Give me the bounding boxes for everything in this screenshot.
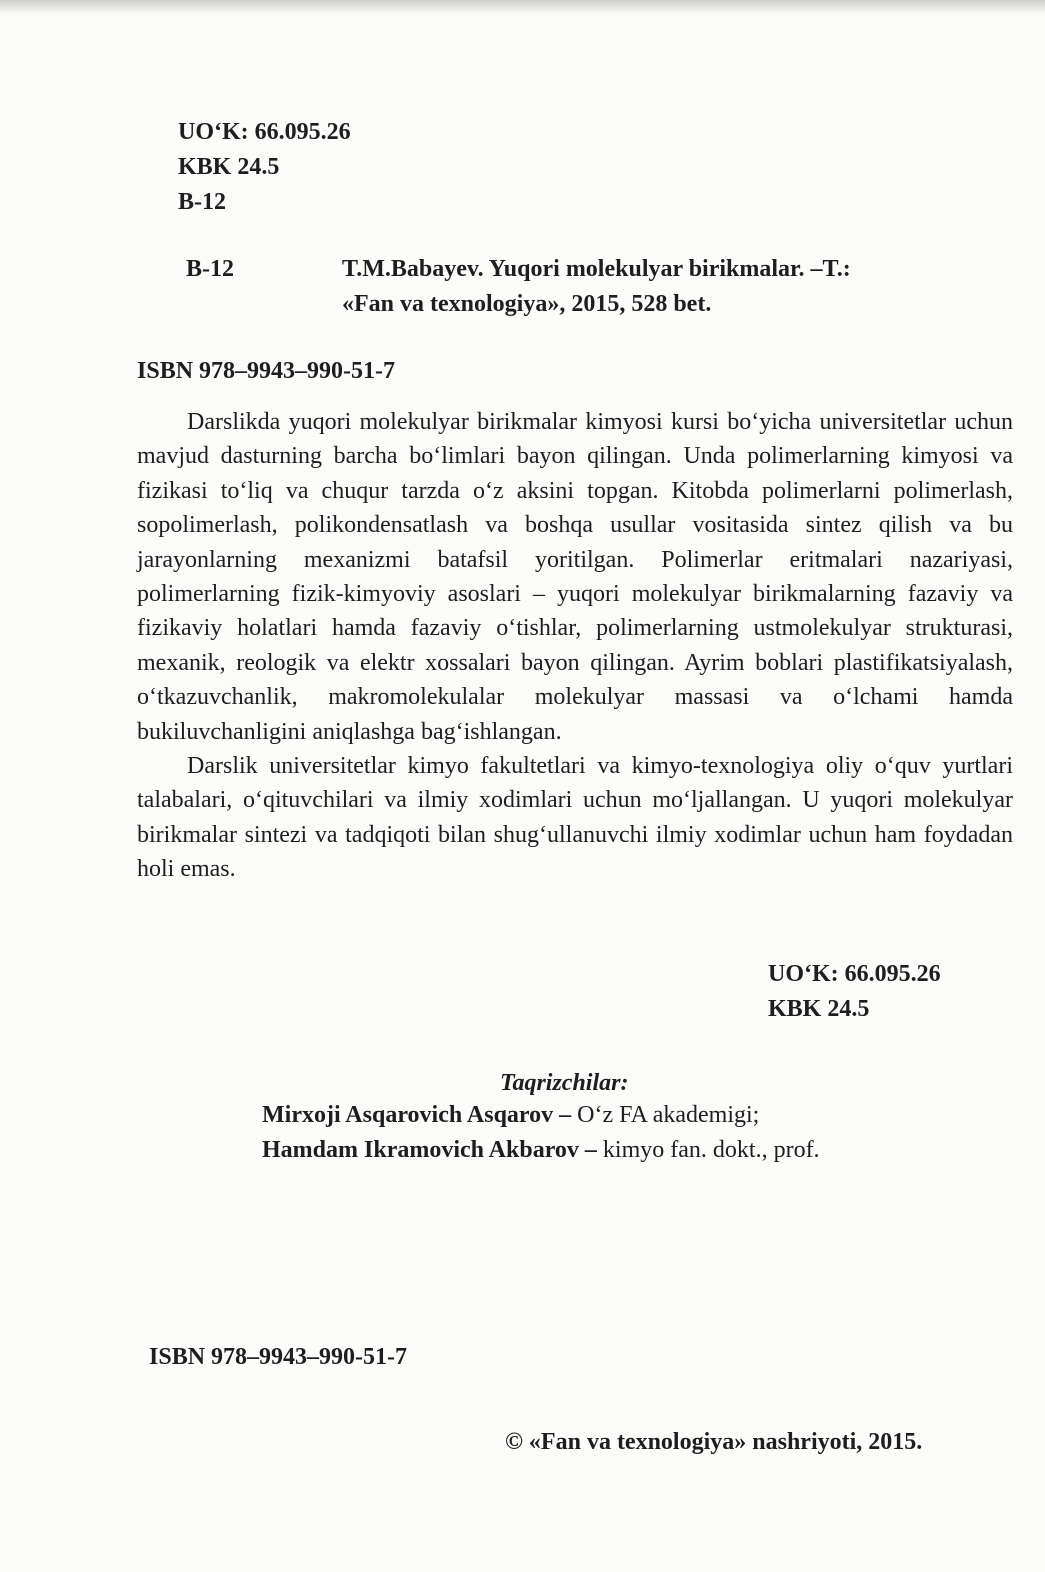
reviewers-list <box>262 1098 820 1168</box>
reviewer-role: kimyo fan. dokt., prof. <box>596 1137 820 1163</box>
catalog-entry <box>342 252 1022 322</box>
scan-shadow <box>0 0 1045 14</box>
abstract <box>137 405 1013 887</box>
reviewer-name: Mirxoji Asqarovich Asqarov – <box>262 1102 572 1128</box>
udk-code: UO‘K: 66.095.26 <box>178 119 351 145</box>
reviewer-item <box>262 1098 820 1133</box>
catalog-entry-line1: T.M.Babayev. Yuqori molekulyar birikmalar. –T.: <box>342 256 851 282</box>
copyright-notice: © «Fan va texnologiya» nashriyoti, 2015. <box>505 1429 923 1455</box>
reviewer-item <box>262 1133 820 1168</box>
catalog-entry-code: B-12 <box>186 256 234 282</box>
reviewer-role: O‘z FA akademigi; <box>571 1102 760 1128</box>
isbn-top: ISBN 978–9943–990-51-7 <box>137 358 396 384</box>
catalog-entry-line2: «Fan va texnologiya», 2015, 528 bet. <box>342 291 712 317</box>
reviewers-title: Taqrizchilar: <box>500 1070 629 1096</box>
isbn-bottom: ISBN 978–9943–990-51-7 <box>149 1344 408 1370</box>
author-code: B-12 <box>178 189 226 215</box>
footer-codes <box>768 957 941 1027</box>
reviewer-name: Hamdam Ikramovich Akbarov – <box>262 1137 597 1163</box>
bbk-code: KBK 24.5 <box>178 154 280 180</box>
abstract-paragraph-2: Darslik universitetlar kimyo fakultetlari va kimyo-texnologiya oliy o‘quv yurtlari talabalari, o‘qituvchilari va ilmiy xodimlari uchun mo‘ljallangan. U yuqori molekulyar birikmalar sintezi va tadqiqoti bilan shug‘ullanuvchi ilmiy xodimlar uchun ham foydadan holi emas. <box>137 753 1013 883</box>
footer-bbk-code: KBK 24.5 <box>768 996 870 1022</box>
footer-udk-code: UO‘K: 66.095.26 <box>768 961 941 987</box>
abstract-paragraph-1: Darslikda yuqori molekulyar birikmalar kimyosi kursi bo‘yicha universitetlar uchun mavjud dasturning barcha bo‘limlari bayon qilingan. Unda polimerlarning kimyosi va fizikasi to‘liq va chuqur tarzda o‘z aksini topgan. Kitobda polimerlarni polimerlash, sopolimerlash, polikondensatlash va boshqa usullar vositasida sintez qilish va bu jarayonlarning mexanizmi batafsil yoritilgan. Polimerlar eritmalari nazariyasi, polimerlarning fizik-kimyoviy asoslari – yuqori molekulyar birikmalarning fazaviy va fizikaviy holatlari hamda fazaviy o‘tishlar, polimerlarning ustmolekulyar strukturasi, mexanik, reologik va elektr xossalari bayon qilingan. Ayrim boblari plastifikatsiyalash, o‘tkazuvchanlik, makromolekulalar molekulyar massasi va o‘lchami hamda bukiluvchanligini aniqlashga bag‘ishlangan. <box>137 409 1013 745</box>
header-codes <box>178 115 351 220</box>
